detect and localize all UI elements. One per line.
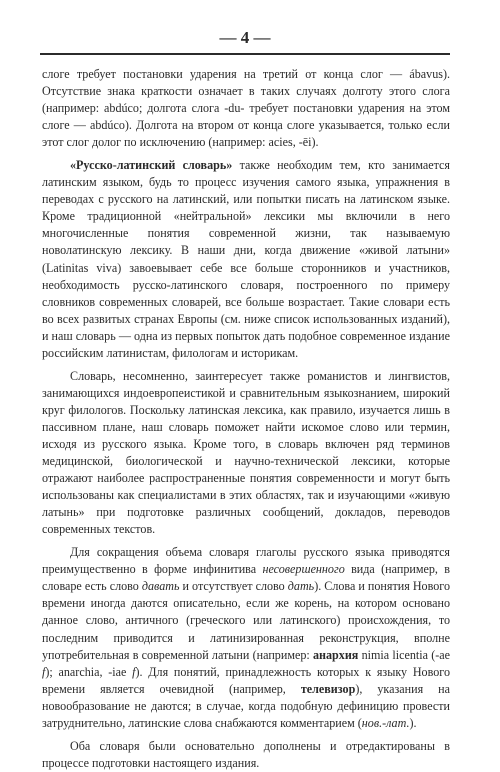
header-rule xyxy=(40,53,450,55)
italic-term: несовершенного xyxy=(262,562,345,577)
italic-term: давать xyxy=(141,579,180,594)
text-run: и отсутствует слово xyxy=(179,579,288,594)
text-run: nimia licentia (-ae xyxy=(358,647,450,662)
italic-term: дать xyxy=(287,579,315,594)
italic-term: нов.-лат. xyxy=(361,715,410,730)
bold-term: телевизор xyxy=(300,681,356,696)
text-run: ). Слова и понятия Нового времени иногда даются описательно, если же корень, на котором основано данное слово, античного (греческого или латинского) происхождения, то последним приводится и латинизированная реконструкция, вполне употребительная в современной латыни (например: xyxy=(42,579,450,662)
bold-term: анархия xyxy=(312,647,359,662)
paragraph-audience xyxy=(42,368,450,538)
text-run: Словарь, несомненно, заинтересует также романистов и лингвистов, занимающихся индоевропеистикой и сравнительным языкознанием, широкий круг филологов. Поскольку латинская лексика, как правило, изучается лишь в пассивном плане, наш словарь поможет найти искомое слово или термин, исходя из русского языка. Кроме того, в словарь включен ряд терминов медицинской, биологической и научно-технической лексики, которые отражают наиболее распространенные понятия современности и могут быть использованы как специалистами в этих областях, так и изучающими «живую латынь» при подготовке различных сообщений, докладов, переводов современных текстов. xyxy=(42,368,450,537)
paragraph-russian-latin-dictionary xyxy=(42,157,450,362)
italic-term: f xyxy=(132,664,136,679)
text-run: Для сокращения объема словаря глаголы русского языка приводятся преимущественно в форме инфинитива xyxy=(42,545,450,577)
bold-term: «Русско-латинский словарь» xyxy=(70,158,233,173)
text-run: ); anarchia, -iae xyxy=(45,664,133,679)
paragraph-verbs-and-neologisms xyxy=(42,544,450,732)
text-run: вида (например, в словаре есть слово xyxy=(42,562,451,594)
text-run: слоге требует постановки ударения на третий от конца слог — ábavus). Отсутствие знака краткости означает в таких случаях долготу этого слога (например: abdúco; долгота слога -du- требует постановки ударения на этом слоге — abdúco). Долгота на втором от конца слоге указывается, только если этот слог долог по исключению (например: acies, -ēi). xyxy=(42,67,450,150)
text-run: ), указания на новообразование не даются; в случае, когда подобную дефиницию провести затруднительно, латинские слова снабжаются комментарием ( xyxy=(42,681,450,730)
page-body xyxy=(42,66,450,772)
text-run: Оба словаря были основательно дополнены и отредактированы в процессе подготовки настоящего издания. xyxy=(42,738,450,770)
paragraph-stress-rules xyxy=(42,66,450,151)
page-number-header: — 4 — xyxy=(219,28,271,47)
text-run: ). Для понятий, принадлежность которых к языку Нового времени является очевидной (например, xyxy=(42,664,450,696)
text-run: также необходим тем, кто занимается латинским языком, будь то процесс изучения самого языка, упражнения в переводах с русского на латинский, или попытки писать на латинском языке. Кроме традиционной «нейтральной» лексики мы включили в него многочисленные понятия современной жизни, так называемую новолатинскую лексику. В наши дни, когда движение «живой латыни» (Latinitas viva) завоевывает себе все больше сторонников и участников, необходимость русско-латинского словаря, построенного по примеру словников современных словарей, все больше возрастает. Такие словари есть во всех развитых странах Европы (см. ниже список использованных изданий), и наш словарь — одна из первых попыток дать подобное современное издание российским латинистам, филологам и историкам. xyxy=(42,158,450,360)
paragraph-revision-note xyxy=(42,738,450,772)
italic-term: f xyxy=(42,664,46,679)
text-run: ). xyxy=(409,715,417,730)
